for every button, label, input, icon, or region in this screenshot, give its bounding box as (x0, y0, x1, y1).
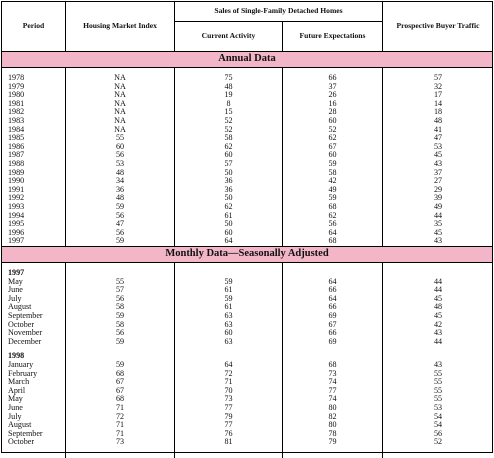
table-row (2, 126, 492, 135)
cell-period: August (8, 302, 32, 312)
cell-future-expectations: 67 (328, 319, 337, 329)
table-row (2, 229, 492, 238)
cell-buyer-traffic: 45 (433, 227, 443, 237)
cell-buyer-traffic: 41 (433, 124, 443, 134)
cell-period: 1986 (8, 141, 25, 151)
cell-housing-index: 48 (115, 167, 125, 177)
cell-housing-index: 58 (115, 302, 125, 312)
cell-current-activity: 48 (224, 81, 233, 91)
cell-period: 1994 (8, 210, 25, 220)
cell-housing-index: 67 (115, 377, 125, 387)
cell-housing-index: 68 (115, 368, 125, 378)
table-row (2, 413, 492, 422)
housing-index-table (1, 1, 493, 453)
cell-future-expectations: 74 (328, 377, 337, 387)
cell-buyer-traffic: 27 (433, 176, 443, 186)
cell-current-activity: 58 (224, 133, 233, 143)
table-row (2, 186, 492, 195)
table-row (2, 91, 492, 100)
year-heading-row (2, 269, 492, 278)
monthly-data-body (2, 263, 492, 458)
table-row (2, 329, 492, 338)
table-row (2, 220, 492, 229)
cell-buyer-traffic: 57 (433, 73, 443, 82)
header-divider (382, 2, 383, 51)
table-row (2, 203, 492, 212)
cell-future-expectations: 73 (328, 368, 337, 378)
cell-period: May (8, 394, 23, 404)
table-row (2, 169, 492, 178)
cell-period: 1992 (8, 193, 25, 203)
cell-future-expectations: 37 (328, 81, 337, 91)
cell-housing-index: 55 (115, 276, 125, 286)
cell-current-activity: 62 (224, 141, 233, 151)
cell-current-activity: 15 (224, 107, 233, 117)
table-row (2, 338, 492, 347)
header-divider (282, 21, 283, 51)
cell-buyer-traffic: 48 (433, 302, 443, 312)
header-prospective-buyer-traffic: Prospective Buyer Traffic (396, 21, 480, 31)
cell-current-activity: 61 (224, 302, 233, 312)
cell-housing-index: 56 (115, 328, 125, 338)
cell-period: 1989 (8, 167, 25, 177)
cell-current-activity: 75 (224, 73, 233, 82)
cell-buyer-traffic: 54 (433, 420, 443, 430)
cell-current-activity: 60 (224, 328, 233, 338)
cell-housing-index: 47 (115, 219, 125, 229)
table-row (2, 117, 492, 126)
cell-buyer-traffic: 43 (433, 328, 443, 338)
cell-housing-index: 68 (115, 394, 125, 404)
cell-buyer-traffic: 47 (433, 133, 443, 143)
cell-current-activity: 59 (224, 276, 233, 286)
cell-future-expectations: 60 (328, 150, 337, 160)
cell-future-expectations: 60 (328, 115, 337, 125)
cell-housing-index: NA (114, 81, 126, 91)
cell-current-activity: 63 (224, 310, 233, 320)
cell-housing-index: 71 (115, 420, 125, 430)
cell-current-activity: 52 (224, 115, 233, 125)
cell-current-activity: 50 (224, 219, 233, 229)
cell-period: October (8, 319, 35, 329)
header-period: Period (22, 21, 45, 31)
cell-period: March (8, 377, 30, 387)
header-housing-market-index: Housing Market Index (83, 21, 157, 31)
cell-housing-index: 57 (115, 285, 125, 295)
cell-current-activity: 72 (224, 368, 233, 378)
cell-housing-index: 48 (115, 193, 125, 203)
cell-buyer-traffic: 49 (433, 201, 443, 211)
cell-period: February (8, 368, 38, 378)
cell-current-activity: 61 (224, 210, 233, 220)
table-row (2, 361, 492, 370)
cell-housing-index: 34 (115, 176, 125, 186)
table-row (2, 404, 492, 413)
cell-current-activity: 50 (224, 193, 233, 203)
cell-period: 1995 (8, 219, 25, 229)
cell-period: November (8, 328, 43, 338)
cell-future-expectations: 66 (328, 285, 337, 295)
cell-period: 1984 (8, 124, 25, 134)
table-row (2, 421, 492, 430)
cell-buyer-traffic: 18 (433, 107, 443, 117)
cell-period: July (8, 411, 22, 421)
cell-period: 1987 (8, 150, 25, 160)
cell-period: 1988 (8, 158, 25, 168)
cell-period: October (8, 437, 35, 447)
cell-current-activity: 8 (226, 98, 231, 108)
cell-current-activity: 61 (224, 285, 233, 295)
cell-current-activity: 52 (224, 124, 233, 134)
cell-future-expectations: 69 (328, 336, 337, 346)
cell-buyer-traffic: 55 (433, 368, 443, 378)
cell-current-activity: 64 (224, 359, 233, 369)
cell-period: 1982 (8, 107, 25, 117)
table-row (2, 100, 492, 109)
cell-housing-index: 59 (115, 201, 125, 211)
cell-period: July (8, 293, 22, 303)
cell-period: August (8, 420, 32, 430)
header-future-expectations: Future Expectations (299, 31, 366, 41)
cell-housing-index: 56 (115, 227, 125, 237)
cell-housing-index: 71 (115, 402, 125, 412)
cell-housing-index: NA (114, 115, 126, 125)
cell-current-activity: 63 (224, 336, 233, 346)
cell-period: 1980 (8, 90, 25, 100)
cell-period: 1993 (8, 201, 25, 211)
cell-period: September (8, 428, 43, 438)
cell-future-expectations: 78 (328, 428, 337, 438)
table-row (2, 303, 492, 312)
cell-current-activity: 71 (224, 377, 233, 387)
cell-housing-index: 59 (115, 336, 125, 346)
table-row (2, 83, 492, 92)
cell-period: April (8, 385, 26, 395)
cell-housing-index: 55 (115, 133, 125, 143)
cell-future-expectations: 68 (328, 236, 337, 246)
table-row (2, 160, 492, 169)
cell-buyer-traffic: 42 (433, 319, 443, 329)
cell-current-activity: 60 (224, 150, 233, 160)
cell-buyer-traffic: 56 (433, 428, 443, 438)
cell-buyer-traffic: 35 (433, 219, 443, 229)
cell-buyer-traffic: 45 (433, 293, 443, 303)
year-heading-row (2, 352, 492, 361)
cell-future-expectations: 16 (328, 98, 337, 108)
cell-housing-index: 53 (115, 158, 125, 168)
cell-buyer-traffic: 44 (433, 210, 443, 220)
cell-future-expectations: 26 (328, 90, 337, 100)
header-divider (174, 21, 383, 22)
cell-buyer-traffic: 53 (433, 141, 443, 151)
cell-current-activity: 36 (224, 184, 233, 194)
cell-buyer-traffic: 55 (433, 377, 443, 387)
table-row (2, 74, 492, 83)
cell-current-activity: 36 (224, 176, 233, 186)
cell-future-expectations: 42 (328, 176, 337, 186)
cell-future-expectations: 64 (328, 227, 337, 237)
cell-current-activity: 77 (224, 402, 233, 412)
cell-current-activity: 70 (224, 385, 233, 395)
table-row (2, 278, 492, 287)
cell-buyer-traffic: 54 (433, 411, 443, 421)
year-heading: 1997 (8, 268, 25, 277)
monthly-data-band: Monthly Data—Seasonally Adjusted (2, 246, 492, 263)
cell-current-activity: 64 (224, 236, 233, 246)
cell-current-activity: 73 (224, 394, 233, 404)
year-heading: 1998 (8, 351, 25, 361)
header-divider (65, 2, 66, 51)
cell-period: 1990 (8, 176, 25, 186)
cell-future-expectations: 52 (328, 124, 337, 134)
table-row (2, 312, 492, 321)
cell-buyer-traffic: 45 (433, 310, 443, 320)
cell-future-expectations: 62 (328, 210, 337, 220)
cell-future-expectations: 58 (328, 167, 337, 177)
cell-housing-index: 67 (115, 385, 125, 395)
table-row (2, 108, 492, 117)
cell-future-expectations: 64 (328, 293, 337, 303)
cell-buyer-traffic: 32 (433, 81, 443, 91)
cell-buyer-traffic: 37 (433, 167, 443, 177)
cell-current-activity: 81 (224, 437, 233, 447)
cell-future-expectations: 49 (328, 184, 337, 194)
cell-period: September (8, 310, 43, 320)
cell-period: 1983 (8, 115, 25, 125)
cell-buyer-traffic: 52 (433, 437, 443, 447)
cell-future-expectations: 59 (328, 193, 337, 203)
cell-housing-index: 58 (115, 319, 125, 329)
table-row (2, 370, 492, 379)
annual-data-body (2, 68, 492, 246)
cell-housing-index: 71 (115, 428, 125, 438)
annual-data-band: Annual Data (2, 52, 492, 68)
cell-buyer-traffic: 29 (433, 184, 443, 194)
cell-period: December (8, 336, 42, 346)
cell-future-expectations: 64 (328, 276, 337, 286)
cell-housing-index: 56 (115, 210, 125, 220)
table-row (2, 286, 492, 295)
cell-period: 1979 (8, 81, 25, 91)
header-divider (174, 2, 175, 51)
cell-future-expectations: 69 (328, 310, 337, 320)
cell-period: 1981 (8, 98, 25, 108)
cell-buyer-traffic: 55 (433, 394, 443, 404)
cell-future-expectations: 66 (328, 328, 337, 338)
cell-buyer-traffic: 43 (433, 359, 443, 369)
cell-housing-index: 56 (115, 150, 125, 160)
cell-future-expectations: 79 (328, 437, 337, 447)
cell-period: January (8, 359, 34, 369)
cell-buyer-traffic: 48 (433, 115, 443, 125)
table-row (2, 237, 492, 246)
cell-housing-index: 56 (115, 293, 125, 303)
cell-future-expectations: 80 (328, 402, 337, 412)
cell-period: 1991 (8, 184, 25, 194)
table-row (2, 395, 492, 404)
cell-future-expectations: 74 (328, 394, 337, 404)
cell-period: June (8, 285, 23, 295)
cell-current-activity: 62 (224, 201, 233, 211)
table-header (2, 2, 492, 52)
cell-housing-index: 72 (115, 411, 125, 421)
cell-period: 1996 (8, 227, 25, 237)
cell-current-activity: 19 (224, 90, 233, 100)
table-row (2, 295, 492, 304)
cell-future-expectations: 28 (328, 107, 337, 117)
table-row (2, 378, 492, 387)
cell-future-expectations: 68 (328, 201, 337, 211)
table-row (2, 387, 492, 396)
cell-period: 1997 (8, 236, 25, 246)
cell-buyer-traffic: 43 (433, 158, 443, 168)
cell-future-expectations: 66 (328, 73, 337, 82)
cell-buyer-traffic: 45 (433, 150, 443, 160)
table-row (2, 438, 492, 447)
cell-housing-index: NA (114, 124, 126, 134)
cell-buyer-traffic: 55 (433, 385, 443, 395)
cell-future-expectations: 68 (328, 359, 337, 369)
table-row (2, 430, 492, 439)
cell-future-expectations: 56 (328, 219, 337, 229)
cell-buyer-traffic: 14 (433, 98, 443, 108)
table-row (2, 151, 492, 160)
table-row (2, 194, 492, 203)
cell-future-expectations: 80 (328, 420, 337, 430)
cell-housing-index: NA (114, 90, 126, 100)
cell-buyer-traffic: 44 (433, 336, 443, 346)
cell-period: May (8, 276, 23, 286)
cell-housing-index: 59 (115, 310, 125, 320)
header-current-activity: Current Activity (201, 31, 256, 41)
cell-future-expectations: 66 (328, 302, 337, 312)
cell-housing-index: 60 (115, 141, 125, 151)
cell-housing-index: NA (114, 73, 126, 82)
cell-housing-index: 59 (115, 236, 125, 246)
cell-future-expectations: 62 (328, 133, 337, 143)
cell-buyer-traffic: 39 (433, 193, 443, 203)
cell-current-activity: 79 (224, 411, 233, 421)
cell-future-expectations: 67 (328, 141, 337, 151)
cell-current-activity: 57 (224, 158, 233, 168)
cell-current-activity: 50 (224, 167, 233, 177)
cell-period: June (8, 402, 23, 412)
cell-period: 1978 (8, 73, 25, 82)
cell-current-activity: 63 (224, 319, 233, 329)
cell-future-expectations: 59 (328, 158, 337, 168)
cell-future-expectations: 77 (328, 385, 337, 395)
cell-period: 1985 (8, 133, 25, 143)
table-row (2, 177, 492, 186)
table-row (2, 143, 492, 152)
table-row (2, 321, 492, 330)
cell-buyer-traffic: 44 (433, 285, 443, 295)
cell-buyer-traffic: 43 (433, 236, 443, 246)
cell-buyer-traffic: 17 (433, 90, 443, 100)
cell-housing-index: 59 (115, 359, 125, 369)
cell-housing-index: 36 (115, 184, 125, 194)
cell-current-activity: 76 (224, 428, 233, 438)
table-row (2, 212, 492, 221)
cell-buyer-traffic: 53 (433, 402, 443, 412)
cell-buyer-traffic: 44 (433, 276, 443, 286)
cell-housing-index: NA (114, 98, 126, 108)
cell-future-expectations: 82 (328, 411, 337, 421)
cell-housing-index: NA (114, 107, 126, 117)
header-sales-group: Sales of Single-Family Detached Homes (214, 6, 343, 16)
cell-current-activity: 60 (224, 227, 233, 237)
cell-current-activity: 59 (224, 293, 233, 303)
table-row (2, 134, 492, 143)
cell-current-activity: 77 (224, 420, 233, 430)
cell-housing-index: 73 (115, 437, 125, 447)
